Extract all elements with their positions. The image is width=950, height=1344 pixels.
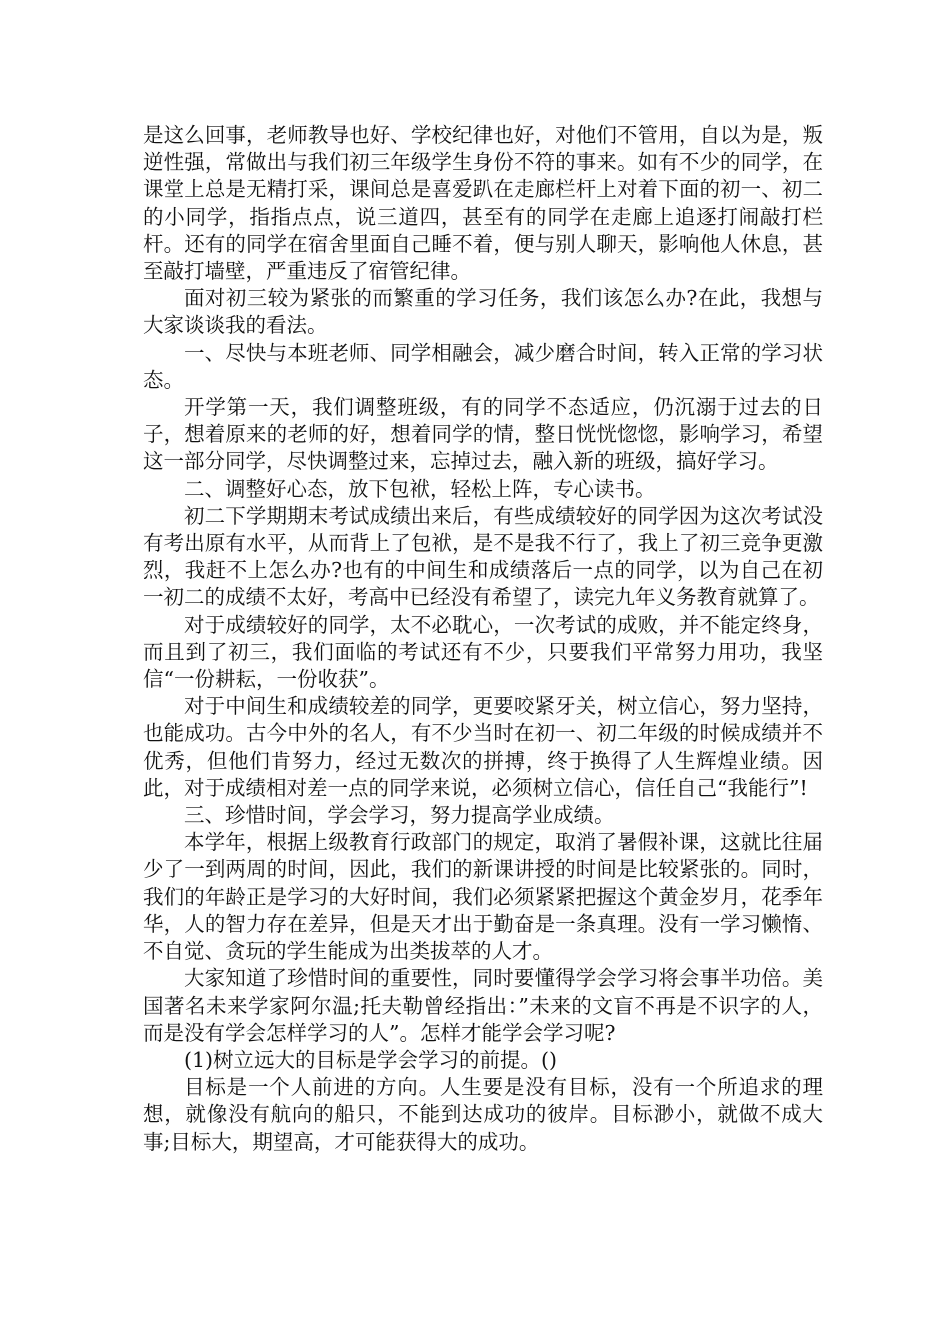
paragraph-3: 开学第一天，我们调整班级，有的同学不态适应，仍沉溺于过去的日子，想着原来的老师的好，想着同学的情，整日恍恍惚惚，影响学习，希望这一部分同学，尽快调整过来，忘掉过去，融入新的班级，搞好学习。 xyxy=(143,395,823,474)
document-body xyxy=(143,122,823,1156)
paragraph-8: 大家知道了珍惜时间的重要性，同时要懂得学会学习将会事半功倍。美国著名未来学家阿尔温;托夫勒曾经指出：”未来的文盲不再是不识字的人，而是没有学会怎样学习的人”。怎样才能学会学习呢? xyxy=(143,966,823,1045)
subheading-1: (1)树立远大的目标是学会学习的前提。() xyxy=(184,1047,558,1072)
paragraph-4: 初二下学期期末考试成绩出来后，有些成绩较好的同学因为这次考试没有考出原有水平，从而背上了包袱，是不是我不行了，我上了初三竞争更激烈，我赶不上怎么办?也有的中间生和成绩落后一点的同学，以为自己在初一初二的成绩不太好，考高中已经没有希望了，读完九年义务教育就算了。 xyxy=(143,503,823,610)
paragraph-5: 对于成绩较好的同学，太不必耽心，一次考试的成败，并不能定终身，而且到了初三，我们面临的考试还有不少，只要我们平常努力用功，我坚信“一份耕耘，一份收获”。 xyxy=(143,612,823,692)
section-heading-2: 二、调整好心态，放下包袱，轻松上阵，专心读书。 xyxy=(184,476,656,501)
paragraph-9: 目标是一个人前进的方向。人生要是没有目标，没有一个所追求的理想，就像没有航向的船只，不能到达成功的彼岸。目标渺小，就做不成大事;目标大，期望高，才可能获得大的成功。 xyxy=(143,1075,823,1154)
paragraph-2: 面对初三较为紧张的而繁重的学习任务，我们该怎么办?在此，我想与大家谈谈我的看法。 xyxy=(143,286,823,338)
paragraph-6: 对于中间生和成绩较差的同学，更要咬紧牙关，树立信心，努力坚持，也能成功。古今中外的名人，有不少当时在初一、初二年级的时候成绩并不优秀，但他们肯努力，经过无数次的拼搏，终于换得了人生辉煌业绩。因此，对于成绩相对差一点的同学来说，必须树立信心，信任自己“我能行”! xyxy=(143,694,823,800)
section-heading-1: 一、尽快与本班老师、同学相融会，减少磨合时间，转入正常的学习状态。 xyxy=(143,340,823,392)
section-heading-3: 三、珍惜时间，学会学习，努力提高学业成绩。 xyxy=(184,803,615,828)
paragraph-7: 本学年，根据上级教育行政部门的规定，取消了暑假补课，这就比往届少了一到两周的时间，因此，我们的新课讲授的时间是比较紧张的。同时，我们的年龄正是学习的大好时间，我们必须紧紧把握这个黄金岁月，花季年华，人的智力存在差异，但是天才出于勤奋是一条真理。没有一学习懒惰、不自觉、贪玩的学生能成为出类拔萃的人才。 xyxy=(143,830,823,964)
paragraph-1: 是这么回事，老师教导也好、学校纪律也好，对他们不管用，自以为是，叛逆性强，常做出与我们初三年级学生身份不符的事来。如有不少的同学，在课堂上总是无精打采，课间总是喜爱趴在走廊栏杆上对着下面的初一、初二的小同学，指指点点，说三道四，甚至有的同学在走廊上追逐打闹敲打栏杆。还有的同学在宿舍里面自己睡不着，便与别人聊天，影响他人休息，甚至敲打墙壁，严重违反了宿管纪律。 xyxy=(143,123,823,284)
